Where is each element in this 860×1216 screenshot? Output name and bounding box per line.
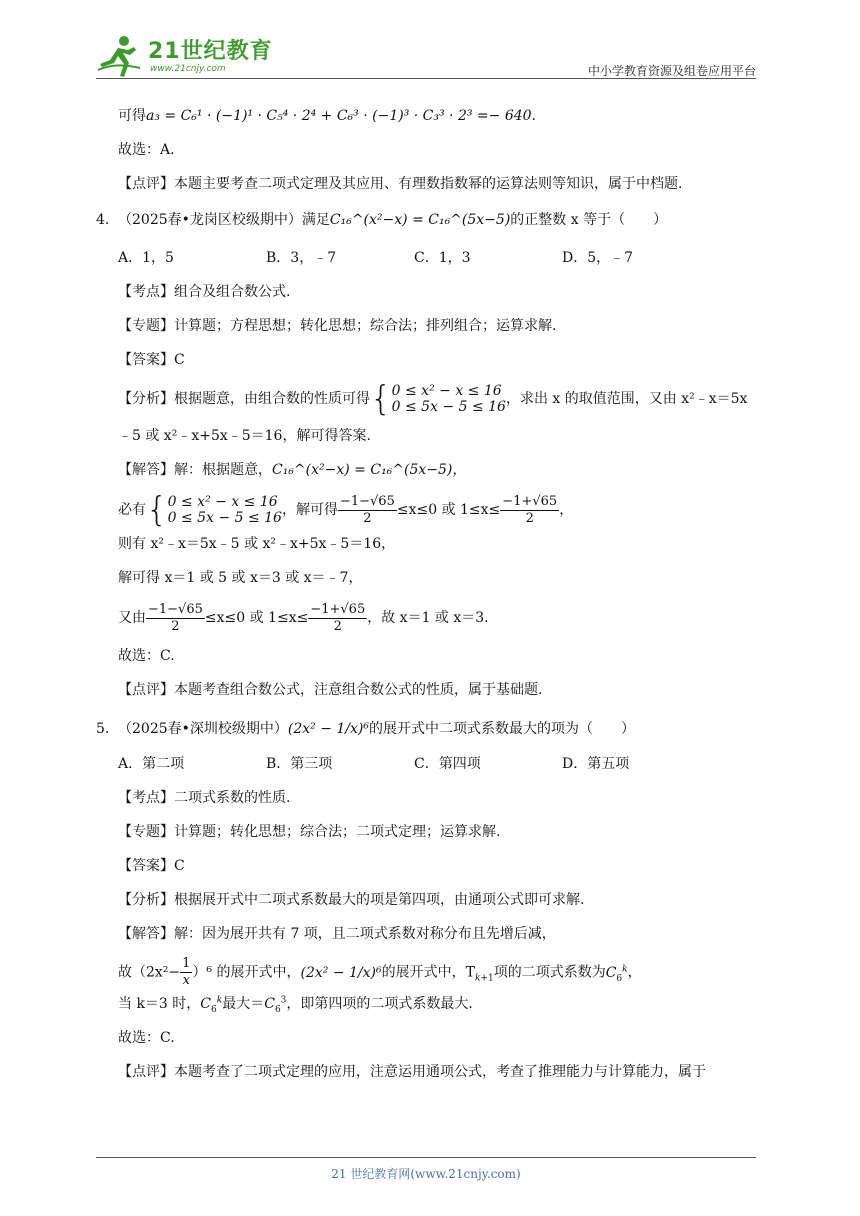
logo-url: www.21cnjy.com — [150, 64, 226, 74]
q5-stem: 5. （2025春•深圳校级期中）(2x² − 1/x)⁶的展开式中二项式系数最大的项为（ ） — [96, 714, 786, 744]
q4-must-have: 必有{ 0 ≤ x² − x ≤ 16 0 ≤ 5x − 5 ≤ 16 ，解可得 $\frac{-1-√65}{2}$ ≤x≤0 或 1≤x≤ $\frac{-1+√65}{2}$ ， — [118, 490, 574, 530]
q4-analysis: 【分析】根据题意，由组合数的性质可得{ 0 ≤ x² − x ≤ 16 0 ≤ 5x − 5 ≤ 16 ，求出 x 的取值范围，又由 x²﹣x＝5x — [118, 379, 748, 419]
q5-comment: 【点评】本题考查了二项式定理的应用，注意运用通项公式，考查了推理能力与计算能力，属于 — [118, 1064, 706, 1080]
q5-answer: 【答案】C — [118, 858, 185, 874]
q5-number: 5. — [96, 721, 110, 737]
prev-result: 可得a₃ = C₆¹ · (−1)¹ · C₅⁴ · 2⁴ + C₆³ · (−1)³ · C₃³ · 2³ =− 640. — [118, 108, 536, 124]
q5-coef-ck6: $C_6^k$ — [605, 963, 628, 984]
q4-frac-lower-2: $\frac{-1-√65}{2}$ — [148, 601, 203, 634]
q4-number: 4. — [96, 212, 110, 228]
q4-analysis-cont: ﹣5 或 x²﹣x+5x﹣5＝16，解可得答案. — [118, 428, 371, 444]
q4-choose: 故选：C. — [118, 648, 175, 664]
logo-text: 21世纪教育 — [148, 39, 273, 64]
q5-therefore: 故（2x²− $\frac{1}{x}$ ）⁶ 的展开式中，(2x² − 1/x)⁶的展开式中，$T_{k+1}$项的二项式系数为$C_6^k$， — [118, 956, 642, 988]
page-footer — [96, 1157, 756, 1187]
site-logo[interactable] — [96, 34, 276, 78]
runner-icon — [96, 34, 142, 78]
q4-answer: 【答案】C — [118, 352, 185, 368]
q5-option-a[interactable]: A．第二项 — [118, 756, 185, 772]
q5-when: 当 k＝3 时，$C_6^k$最大$=C_6^3$，即第四项的二项式系数最大. — [118, 995, 473, 1015]
q5-options — [96, 754, 786, 774]
q4-solution-eq: C₁₆^(x²−x) = C₁₆^(5x−5)， — [272, 462, 467, 478]
q4-condition: C₁₆^(x²−x) = C₁₆^(5x−5) — [329, 212, 511, 228]
q4-zhuanti: 【专题】计算题；方程思想；转化思想；综合法；排列组合；运算求解. — [118, 318, 557, 334]
q5-frac-1: $\frac{1}{x}$ — [182, 956, 191, 988]
q4-options — [96, 248, 786, 268]
q5-option-c[interactable]: C．第四项 — [414, 756, 481, 772]
q5-analysis: 【分析】根据展开式中二项式系数最大的项是第四项，由通项公式即可求解. — [118, 892, 585, 908]
q5-expression: (2x² − 1/x)⁶ — [287, 721, 369, 737]
q4-frac-upper-2: $\frac{-1+√65}{2}$ — [310, 601, 366, 634]
q4-also: 又由 $\frac{-1-√65}{2}$ ≤x≤0 或 1≤x≤ $\frac{-1+√65}{2}$ ，故 x＝1 或 x＝3. — [118, 601, 489, 634]
prev-comment: 【点评】本题主要考查二项式定理及其应用、有理数指数幂的运算法则等知识，属于中档题. — [118, 176, 683, 192]
q4-solution: 【解答】解：根据题意，C₁₆^(x²−x) = C₁₆^(5x−5)， — [118, 462, 467, 478]
header-divider — [96, 78, 756, 79]
header-slogan: 中小学教育资源及组卷应用平台 — [587, 64, 756, 78]
page-header — [96, 28, 756, 80]
q4-solve: 解可得 x＝1 或 5 或 x＝3 或 x＝﹣7， — [118, 570, 363, 586]
footer-link[interactable]: 21 世纪教育网(www.21cnjy.com) — [331, 1167, 521, 1181]
q4-stem: 4. （2025春•龙岗区校级期中）满足C₁₆^(x²−x) = C₁₆^(5x−5)的正整数 x 等于（ ） — [96, 212, 668, 228]
q5-kaodian: 【考点】二项式系数的性质. — [118, 790, 291, 806]
q4-frac-upper: $\frac{-1+√65}{2}$ — [502, 493, 558, 526]
prev-result-formula: a₃ = C₆¹ · (−1)¹ · C₅⁴ · 2⁴ + C₆³ · (−1)³ · C₃³ · 2³ =− 640. — [146, 108, 536, 124]
q4-analysis-system: { 0 ≤ x² − x ≤ 16 0 ≤ 5x − 5 ≤ 16 — [370, 379, 506, 419]
q5-solution: 【解答】解：因为展开共有 7 项，且二项式系数对称分布且先增后减， — [118, 926, 556, 942]
q5-option-d[interactable]: D．第五项 — [562, 756, 630, 772]
q4-option-b[interactable]: B．3，﹣7 — [266, 250, 337, 266]
document-body — [96, 100, 786, 1082]
q5-option-b[interactable]: B．第三项 — [266, 756, 333, 772]
q4-option-d[interactable]: D．5，﹣7 — [562, 250, 634, 266]
prev-choose: 故选：A. — [118, 142, 175, 158]
q4-option-c[interactable]: C．1，3 — [414, 250, 471, 266]
footer-divider — [96, 1157, 756, 1158]
q4-option-a[interactable]: A．1，5 — [118, 250, 174, 266]
q5-zhuanti: 【专题】计算题；转化思想；综合法；二项式定理；运算求解. — [118, 824, 501, 840]
q4-frac-lower: $\frac{-1-√65}{2}$ — [339, 493, 395, 526]
q4-must-system: { 0 ≤ x² − x ≤ 16 0 ≤ 5x − 5 ≤ 16 — [146, 490, 282, 530]
q4-comment: 【点评】本题考查组合数公式，注意组合数公式的性质，属于基础题. — [118, 682, 543, 698]
q5-choose: 故选：C. — [118, 1030, 175, 1046]
q4-kaodian: 【考点】组合及组合数公式. — [118, 284, 291, 300]
q4-then: 则有 x²﹣x＝5x﹣5 或 x²﹣x+5x﹣5＝16， — [118, 536, 396, 552]
